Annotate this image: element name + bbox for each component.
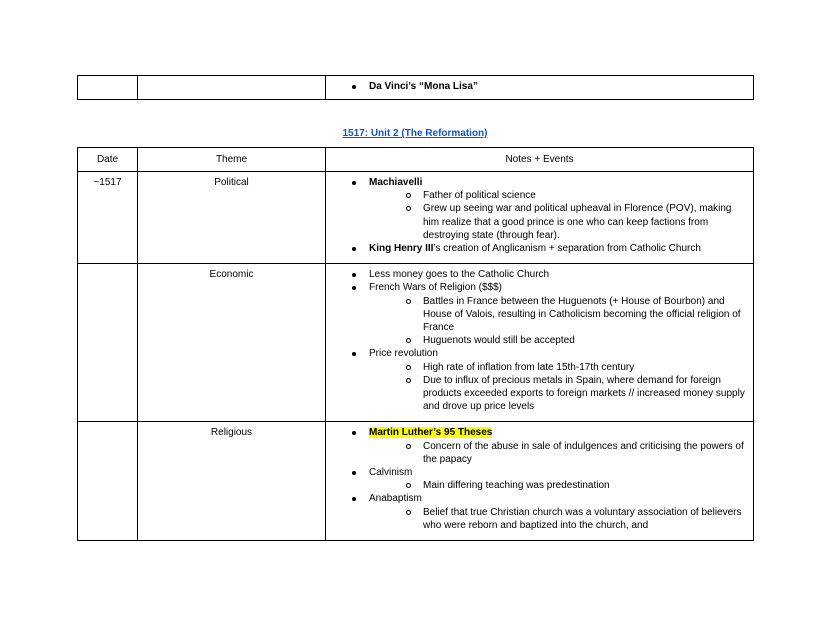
note-text	[369, 176, 748, 189]
table-row	[78, 172, 754, 264]
column-header-theme: Theme	[138, 148, 326, 172]
sub-bullet-item	[331, 479, 748, 492]
text-segment: Belief that true Christian church was a voluntary association of believers who were reborn and baptized into the church, and	[423, 506, 742, 531]
notes-cell	[326, 422, 754, 541]
note-text	[369, 281, 748, 294]
disc-bullet-icon	[351, 347, 369, 360]
note-text	[369, 466, 748, 479]
text-segment: Less money goes to the Catholic Church	[369, 269, 550, 281]
text-segment: Concern of the abuse in sale of indulgences and criticising the powers of the papacy	[423, 440, 744, 465]
text-segment: High rate of inflation from late 15th-17th century	[423, 361, 635, 373]
circle-bullet-icon	[405, 440, 423, 453]
disc-bullet-icon	[351, 242, 369, 255]
sub-bullet-item	[331, 202, 748, 242]
bullet-item	[331, 492, 748, 505]
column-header-notes: Notes + Events	[326, 148, 754, 172]
text-segment: Battles in France between the Huguenots (+ House of Bourbon) and House of Valois, resulting in Catholicism becoming the official religion of France	[423, 295, 741, 334]
note-text	[423, 479, 748, 492]
text-segment: Due to influx of precious metals in Spain, where demand for foreign products exceeded exports to foreign markets // increased money supply and drove up price levels	[423, 374, 745, 413]
bullet-item	[331, 466, 748, 479]
date-cell	[78, 422, 138, 541]
sub-bullet-item	[331, 440, 748, 466]
sub-bullet-item	[331, 374, 748, 414]
notes-cell	[326, 264, 754, 422]
circle-bullet-icon	[405, 374, 423, 387]
sub-bullet-item	[331, 361, 748, 374]
date-cell	[78, 264, 138, 422]
note-text	[369, 426, 748, 439]
note-text	[423, 189, 748, 202]
note-text	[369, 80, 748, 93]
bullet-item	[331, 242, 748, 255]
disc-bullet-icon	[351, 176, 369, 189]
disc-bullet-icon	[351, 466, 369, 479]
date-cell: ~1517	[78, 172, 138, 264]
note-text	[423, 295, 748, 335]
note-text	[423, 440, 748, 466]
section-heading-link[interactable]: 1517: Unit 2 (The Reformation)	[342, 128, 488, 139]
text-segment: Father of political science	[423, 190, 536, 202]
table-row	[78, 422, 754, 541]
disc-bullet-icon	[351, 426, 369, 439]
header-row	[78, 148, 754, 172]
text-segment: Da Vinci’s “Mona Lisa”	[369, 81, 478, 92]
continuation-table	[77, 75, 754, 100]
text-segment: Price revolution	[369, 348, 438, 360]
theme-cell: Economic	[138, 264, 326, 422]
sub-bullet-item	[331, 295, 748, 335]
column-header-date: Date	[78, 148, 138, 172]
theme-cell: Religious	[138, 422, 326, 541]
continuation-notes-cell	[326, 76, 754, 100]
bullet-item	[331, 281, 748, 294]
circle-bullet-icon	[405, 202, 423, 215]
date-cell	[78, 76, 138, 100]
note-text	[423, 202, 748, 242]
text-segment: King Henry III	[369, 243, 434, 255]
circle-bullet-icon	[405, 189, 423, 202]
bullet-item	[331, 426, 748, 439]
disc-bullet-icon	[351, 268, 369, 281]
note-text	[423, 334, 748, 347]
text-segment: ’s creation of Anglicanism + separation from Catholic Church	[433, 243, 701, 255]
text-segment: Huguenots would still be accepted	[423, 335, 575, 347]
document-content	[77, 75, 753, 541]
sub-bullet-item	[331, 506, 748, 532]
text-segment: Calvinism	[369, 467, 413, 479]
note-text	[369, 268, 748, 281]
reformation-table	[77, 147, 754, 541]
disc-bullet-icon	[351, 80, 369, 93]
circle-bullet-icon	[405, 361, 423, 374]
disc-bullet-icon	[351, 281, 369, 294]
circle-bullet-icon	[405, 334, 423, 347]
circle-bullet-icon	[405, 506, 423, 519]
sub-bullet-item	[331, 189, 748, 202]
highlighted-text: Martin Luther’s 95 Theses	[369, 427, 493, 439]
note-text	[369, 492, 748, 505]
notes-cell	[326, 172, 754, 264]
theme-cell	[138, 76, 326, 100]
reformation-table-body	[78, 172, 754, 541]
section-heading	[77, 127, 753, 141]
table-row	[78, 76, 754, 100]
note-text	[423, 361, 748, 374]
note-text	[423, 506, 748, 532]
bullet-item	[331, 268, 748, 281]
note-text	[369, 242, 748, 255]
text-segment: Machiavelli	[369, 177, 423, 188]
text-segment: Grew up seeing war and political upheaval in Florence (POV), making him realize that a good prince is one who can keep factions from destroying state (through fear).	[423, 203, 732, 241]
note-text	[369, 347, 748, 360]
disc-bullet-icon	[351, 492, 369, 505]
bullet-item	[331, 176, 748, 189]
circle-bullet-icon	[405, 479, 423, 492]
sub-bullet-item	[331, 334, 748, 347]
circle-bullet-icon	[405, 295, 423, 308]
theme-cell: Political	[138, 172, 326, 264]
text-segment: French Wars of Religion ($$$)	[369, 282, 503, 294]
bullet-item	[331, 347, 748, 360]
text-segment: Anabaptism	[369, 493, 422, 505]
table-row	[78, 264, 754, 422]
note-text	[423, 374, 748, 414]
bullet-item	[331, 80, 748, 93]
text-segment: Main differing teaching was predestination	[423, 480, 610, 492]
